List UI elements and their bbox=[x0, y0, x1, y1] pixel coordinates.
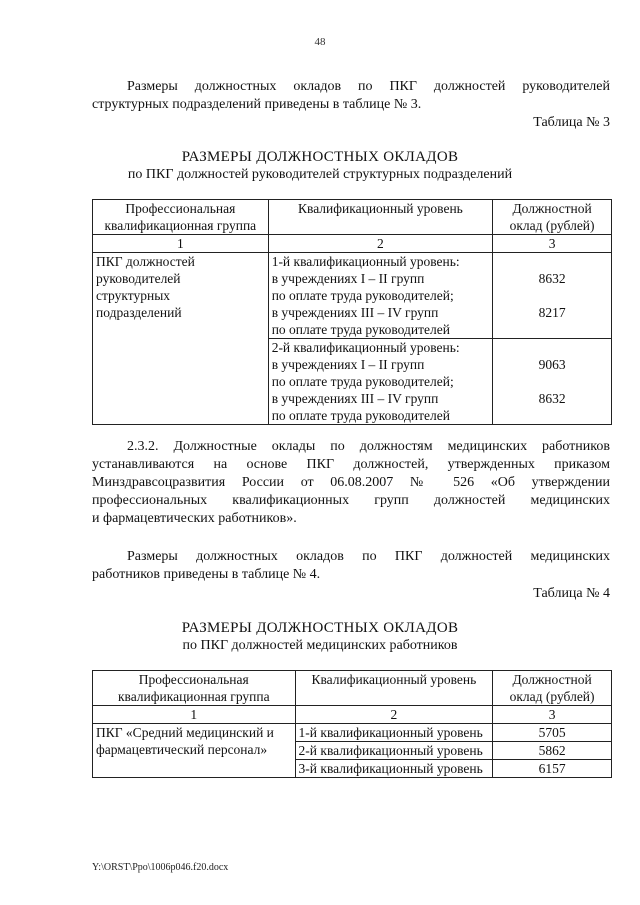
level-line: по оплате труда руководителей; bbox=[271, 374, 454, 389]
table4-header-row bbox=[93, 671, 612, 706]
table4-col-number: 3 bbox=[493, 706, 612, 724]
intro4-line1: Размеры должностных окладов по ПКГ должностей медицинских bbox=[127, 549, 610, 564]
table3-header-salary: Должностной оклад (рублей) bbox=[493, 200, 612, 235]
table4-header-level: Квалификационный уровень bbox=[295, 671, 493, 706]
level-line: по оплате труда руководителей bbox=[271, 408, 450, 423]
table4-level-cell: 2-й квалификационный уровень bbox=[295, 742, 493, 760]
table3 bbox=[92, 199, 612, 425]
table4-col-number: 2 bbox=[295, 706, 493, 724]
table4-level-cell: 1-й квалификационный уровень bbox=[295, 724, 493, 742]
table3-value-cell bbox=[493, 253, 612, 339]
salary-value: 8632 bbox=[538, 391, 566, 406]
table4 bbox=[92, 670, 612, 778]
para232-line4: профессиональных квалификационных групп должностей медицинских bbox=[92, 493, 610, 508]
table3-col-number: 3 bbox=[493, 235, 612, 253]
table3-col-number: 2 bbox=[268, 235, 492, 253]
table3-value-cell bbox=[493, 339, 612, 425]
table3-title: РАЗМЕРЫ ДОЛЖНОСТНЫХ ОКЛАДОВ bbox=[181, 149, 459, 165]
table4-group-cell: ПКГ «Средний медицинский и фармацевтический персонал» bbox=[93, 724, 296, 778]
level-line: в учреждениях III – IV групп bbox=[271, 305, 439, 320]
group-line: подразделений bbox=[96, 305, 182, 320]
table4-header-group: Профессиональная квалификационная группа bbox=[93, 671, 296, 706]
salary-value: 8632 bbox=[538, 271, 566, 286]
paragraph-2-3-2 bbox=[92, 438, 610, 528]
page-number: 48 bbox=[314, 36, 326, 48]
para232-line5: и фармацевтических работников». bbox=[92, 511, 297, 526]
salary-value: 5862 bbox=[493, 742, 612, 760]
group-line: ПКГ должностей bbox=[96, 254, 195, 269]
salary-value: 6157 bbox=[493, 760, 612, 778]
para232-line2: устанавливаются на основе ПКГ должностей, утвержденных приказом bbox=[92, 457, 610, 472]
para232-line1: 2.3.2. Должностные оклады по должностям медицинских работников bbox=[127, 439, 610, 454]
group-line: руководителей bbox=[96, 271, 181, 286]
salary-value: 8217 bbox=[538, 305, 566, 320]
table3-header-level: Квалификационный уровень bbox=[268, 200, 492, 235]
table3-label: Таблица № 3 bbox=[533, 115, 610, 130]
para232-line3: Минздравсоцразвития России от 06.08.2007 № 526 «Об утверждении bbox=[92, 475, 610, 490]
intro3-line1: Размеры должностных окладов по ПКГ должностей руководителей bbox=[127, 79, 610, 94]
table3-group-cell bbox=[93, 253, 269, 425]
group-line: структурных bbox=[96, 288, 171, 303]
table3-number-row bbox=[93, 235, 612, 253]
level-line: 2-й квалификационный уровень: bbox=[271, 340, 460, 355]
level-line: в учреждениях I – II групп bbox=[271, 357, 425, 372]
table4-title: РАЗМЕРЫ ДОЛЖНОСТНЫХ ОКЛАДОВ bbox=[181, 620, 459, 636]
table3-level-cell bbox=[268, 253, 492, 339]
level-line: в учреждениях I – II групп bbox=[271, 271, 425, 286]
intro-paragraph-table3 bbox=[92, 78, 610, 114]
intro-paragraph-table4 bbox=[92, 548, 610, 584]
level-line: по оплате труда руководителей bbox=[271, 322, 450, 337]
level-line: 1-й квалификационный уровень: bbox=[271, 254, 460, 269]
table3-col-number: 1 bbox=[93, 235, 269, 253]
table4-col-number: 1 bbox=[93, 706, 296, 724]
table3-subtitle: по ПКГ должностей руководителей структурных подразделений bbox=[127, 167, 513, 182]
table3-level-cell bbox=[268, 339, 492, 425]
table4-header-salary: Должностной оклад (рублей) bbox=[493, 671, 612, 706]
table3-header-row bbox=[93, 200, 612, 235]
level-line: по оплате труда руководителей; bbox=[271, 288, 454, 303]
table-row bbox=[93, 253, 612, 339]
salary-value: 9063 bbox=[538, 357, 566, 372]
salary-value: 5705 bbox=[493, 724, 612, 742]
table4-level-cell: 3-й квалификационный уровень bbox=[295, 760, 493, 778]
table-row bbox=[93, 724, 612, 742]
table4-number-row bbox=[93, 706, 612, 724]
level-line: в учреждениях III – IV групп bbox=[271, 391, 439, 406]
intro4-line2: работников приведены в таблице № 4. bbox=[92, 567, 321, 582]
table3-header-group: Профессиональная квалификационная группа bbox=[93, 200, 269, 235]
intro3-line2: структурных подразделений приведены в таблице № 3. bbox=[92, 97, 422, 112]
table4-subtitle: по ПКГ должностей медицинских работников bbox=[182, 638, 458, 653]
footer-file-path: Y:\ORST\Ppo\1006p046.f20.docx bbox=[92, 862, 229, 873]
table4-label: Таблица № 4 bbox=[533, 586, 610, 601]
